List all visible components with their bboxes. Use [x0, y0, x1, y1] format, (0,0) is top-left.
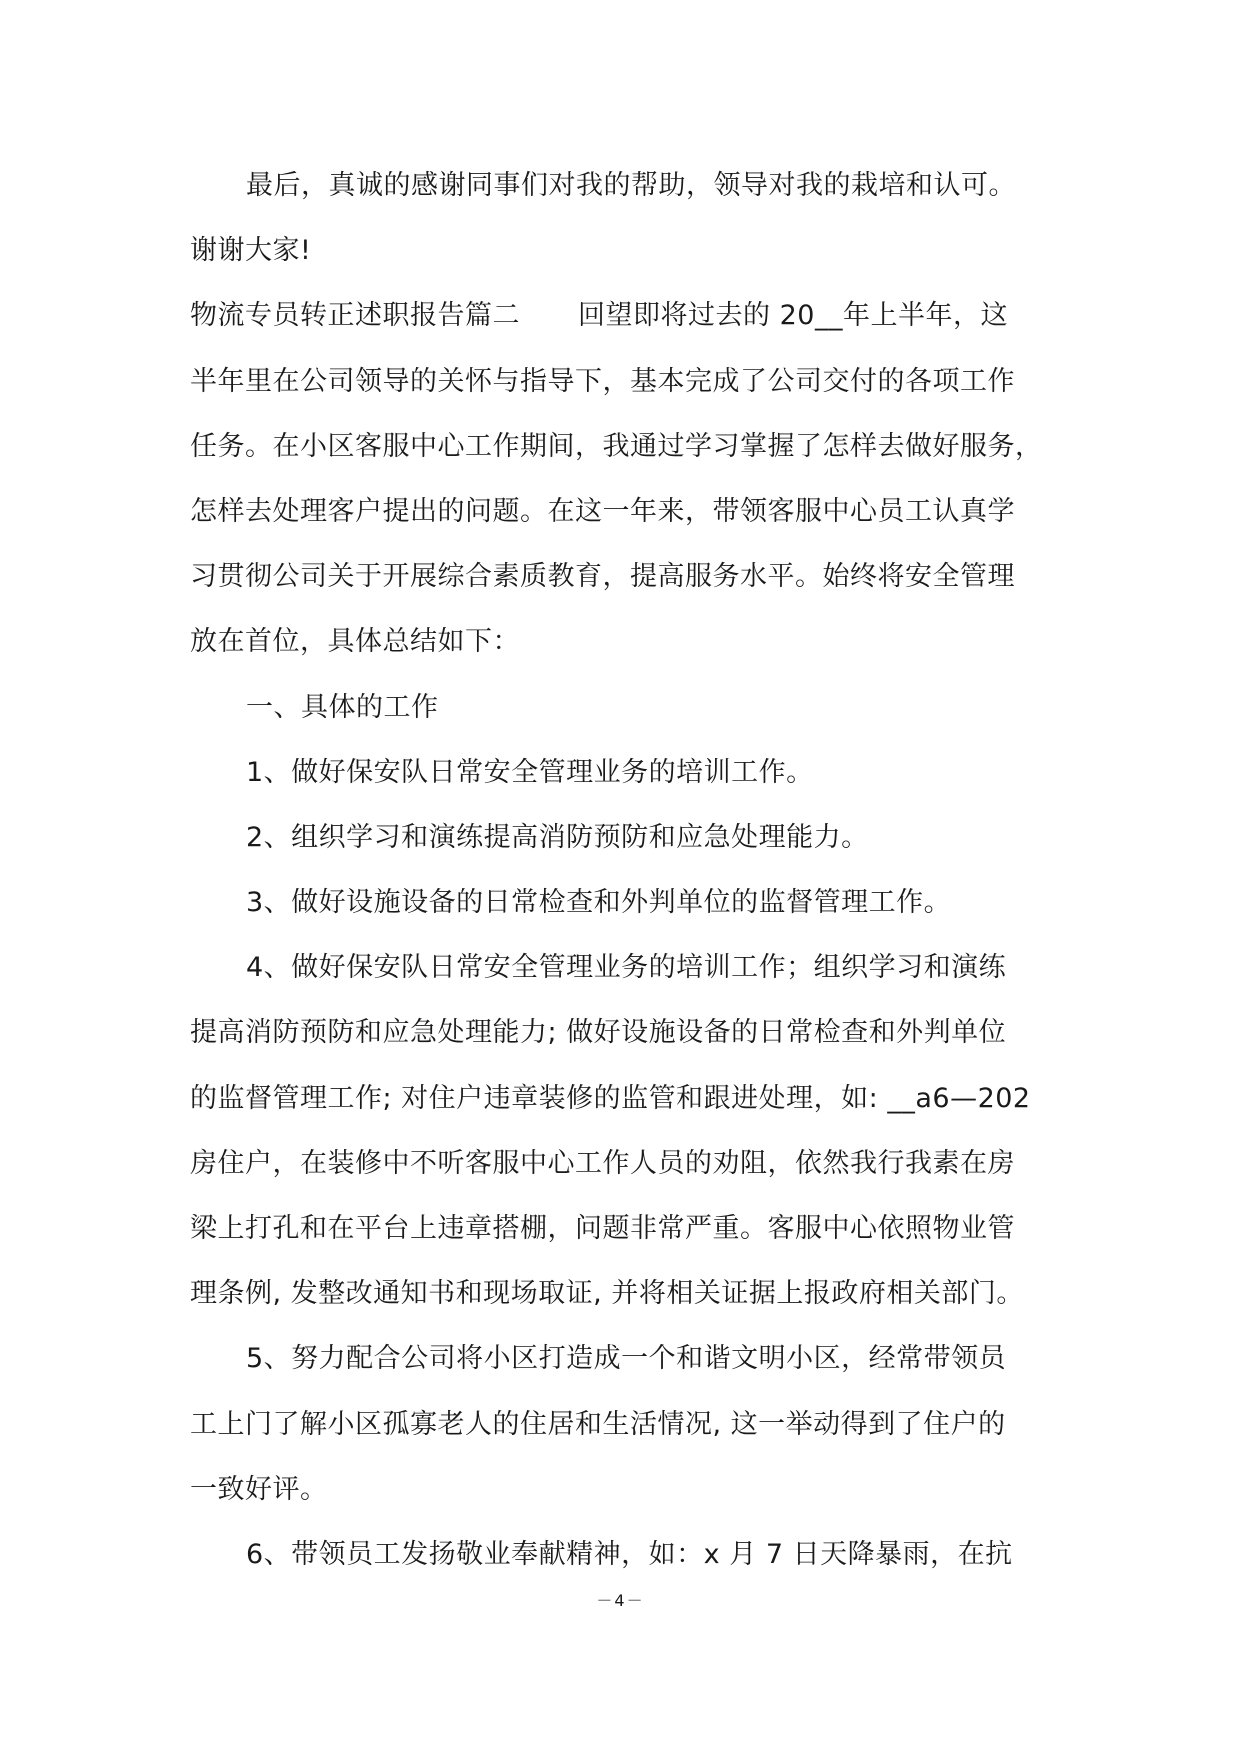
- list-item: 6、带领员工发扬敬业奉献精神，如：x 月 7 日天降暴雨，在抗: [246, 1538, 1013, 1570]
- paragraph-line: 习贯彻公司关于开展综合素质教育，提高服务水平。始终将安全管理: [190, 561, 1015, 593]
- paragraph-line: 提高消防预防和应急处理能力; 做好设施设备的日常检查和外判单位: [190, 1017, 1007, 1049]
- paragraph-line: 最后，真诚的感谢同事们对我的帮助，领导对我的栽培和认可。: [246, 170, 1016, 201]
- paragraph-line: 怎样去处理客户提出的问题。在这一年来，带领客服中心员工认真学: [190, 495, 1015, 527]
- paragraph-line: 一致好评。: [190, 1473, 328, 1505]
- paragraph-line: 房住户，在装修中不听客服中心工作人员的劝阻，依然我行我素在房: [190, 1147, 1015, 1179]
- list-item: 4、做好保安队日常安全管理业务的培训工作；组织学习和演练: [246, 952, 1007, 984]
- paragraph-line: 的监督管理工作; 对住户违章装修的监管和跟进处理，如: __a6—202: [190, 1082, 1031, 1114]
- subsection-heading: 一、具体的工作: [246, 691, 439, 723]
- list-item: 5、努力配合公司将小区打造成一个和谐文明小区，经常带领员: [246, 1343, 1007, 1375]
- list-item: 1、做好保安队日常安全管理业务的培训工作。: [246, 756, 814, 788]
- paragraph-line: 放在首位，具体总结如下：: [190, 626, 520, 658]
- spacer: [520, 283, 578, 348]
- paragraph-start: 回望即将过去的 20__年上半年，这: [578, 300, 1008, 332]
- document-body: [190, 153, 1050, 1587]
- section-heading-line: [190, 283, 1050, 348]
- paragraph-line: 谢谢大家!: [190, 235, 312, 267]
- paragraph-line: 半年里在公司领导的关怀与指导下，基本完成了公司交付的各项工作: [190, 365, 1015, 397]
- paragraph-line: 梁上打孔和在平台上违章搭棚，问题非常严重。客服中心依照物业管: [190, 1213, 1015, 1244]
- paragraph-line: 理条例, 发整改通知书和现场取证, 并将相关证据上报政府相关部门。: [190, 1278, 1024, 1310]
- list-item: 3、做好设施设备的日常检查和外判单位的监督管理工作。: [246, 887, 952, 919]
- paragraph-line: 任务。在小区客服中心工作期间，我通过学习掌握了怎样去做好服务，: [190, 430, 1043, 462]
- page-number: －4－: [596, 1591, 645, 1610]
- paragraph-line: 工上门了解小区孤寡老人的住居和生活情况, 这一举动得到了住户的: [190, 1408, 1006, 1440]
- section-heading-title: 物流专员转正述职报告篇二: [190, 300, 520, 332]
- list-item: 2、组织学习和演练提高消防预防和应急处理能力。: [246, 821, 869, 853]
